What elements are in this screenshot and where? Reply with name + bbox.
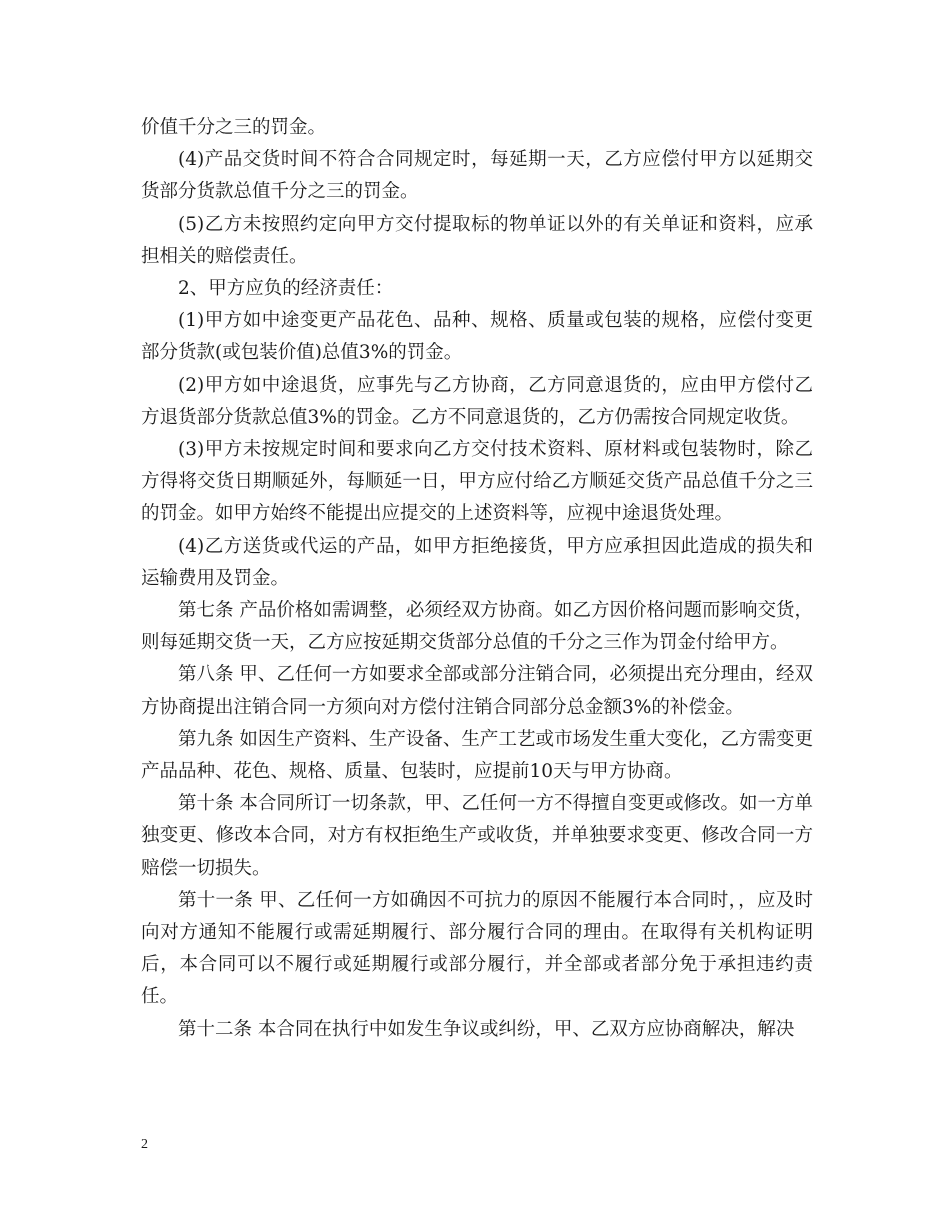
paragraph: 第十条 本合同所订一切条款，甲、乙任何一方不得擅自变更或修改。如一方单独变更、修改本合同，对方有权拒绝生产或收货，并单独要求变更、修改合同一方赔偿一切损失。 xyxy=(141,793,813,879)
paragraph: (1)甲方如中途变更产品花色、品种、规格、质量或包装的规格，应偿付变更部分货款(或包装价值)总值3%的罚金。 xyxy=(141,310,813,364)
paragraph: (2)甲方如中途退货，应事先与乙方协商，乙方同意退货的，应由甲方偿付乙方退货部分货款总值3%的罚金。乙方不同意退货的，乙方仍需按合同规定收货。 xyxy=(141,374,813,428)
paragraph: 第八条 甲、乙任何一方如要求全部或部分注销合同，必须提出充分理由，经双方协商提出注销合同一方须向对方偿付注销合同部分总金额3%的补偿金。 xyxy=(141,664,813,718)
paragraph: 第七条 产品价格如需调整，必须经双方协商。如乙方因价格问题而影响交货，则每延期交货一天，乙方应按延期交货部分总值的千分之三作为罚金付给甲方。 xyxy=(141,600,813,654)
paragraph: (3)甲方未按规定时间和要求向乙方交付技术资料、原材料或包装物时，除乙方得将交货日期顺延外，每顺延一日，甲方应付给乙方顺延交货产品总值千分之三的罚金。如甲方始终不能提出应提交的上述资料等，应视中途退货处理。 xyxy=(141,439,813,525)
paragraph: 第十二条 本合同在执行中如发生争议或纠纷，甲、乙双方应协商解决，解决 xyxy=(178,1018,795,1040)
paragraph: 第九条 如因生产资料、生产设备、生产工艺或市场发生重大变化，乙方需变更产品品种、花色、规格、质量、包装时，应提前10天与甲方协商。 xyxy=(141,728,813,783)
paragraph: (4)乙方送货或代运的产品，如甲方拒绝接货，甲方应承担因此造成的损失和运输费用及罚金。 xyxy=(141,535,813,589)
paragraph: (4)产品交货时间不符合合同规定时，每延期一天，乙方应偿付甲方以延期交货部分货款总值千分之三的罚金。 xyxy=(141,149,813,203)
page-number: 2 xyxy=(141,1137,148,1152)
paragraph: (5)乙方未按照约定向甲方交付提取标的物单证以外的有关单证和资料，应承担相关的赔偿责任。 xyxy=(141,213,813,267)
document-body xyxy=(141,112,813,1046)
paragraph: 第十一条 甲、乙任何一方如确因不可抗力的原因不能履行本合同时，，应及时向对方通知不能履行或需延期履行、部分履行合同的理由。在取得有关机构证明后，本合同可以不履行或延期履行或部分履行，并全部或者部分免于承担违约责任。 xyxy=(141,889,813,1008)
paragraph: 2、甲方应负的经济责任： xyxy=(178,278,394,300)
paragraph: 价值千分之三的罚金。 xyxy=(141,117,327,138)
